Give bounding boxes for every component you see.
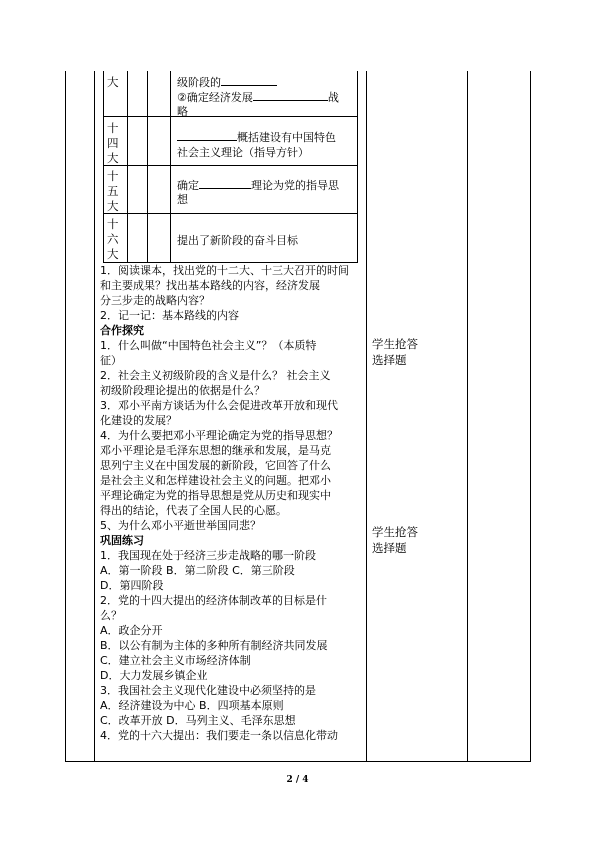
inner-row-line-2 [103, 165, 358, 166]
outer-border-bottom [65, 761, 531, 762]
text-line: 征） [100, 354, 122, 367]
era-label: 十 六 大 [107, 217, 119, 261]
inner-cell-text: 概括建设有中国特色 [177, 129, 336, 145]
page-number: 2 / 4 [286, 775, 309, 785]
inner-cell-text: ②确定经济发展 战 [177, 91, 339, 104]
text-line: B．以公有制为主体的多种所有制经济共同发展 [100, 639, 328, 652]
era-label: 大 [107, 75, 119, 89]
inner-cell-text: 提出了新阶段的奋斗目标 [177, 234, 298, 247]
text-line: 2．党的十四大提出的经济体制改革的目标是什 [100, 594, 327, 607]
outer-col-divider-2 [366, 71, 367, 762]
text-line: A．政企分开 [100, 624, 163, 637]
text-line: 分三步走的战略内容？ [100, 294, 210, 307]
inner-border-right [357, 71, 358, 263]
text-line: 思列宁主义在中国发展的新阶段，它回答了什么 [100, 459, 331, 472]
inner-cell-text: 略 [177, 105, 188, 118]
section-heading: 合作探究 [100, 324, 144, 337]
side-note: 学生抢答 选择题 [372, 337, 418, 367]
text-line: D．大力发展乡镇企业 [100, 669, 208, 682]
era-label: 十 五 大 [107, 169, 119, 213]
inner-border-left [103, 71, 104, 263]
text-line: C．改革开放 D．马列主义、毛泽东思想 [100, 714, 296, 727]
text-line: 1．什么叫做“中国特色社会主义”？（本质特 [100, 339, 317, 352]
text-line: 化建设的发展？ [100, 414, 177, 427]
side-note: 学生抢答 选择题 [372, 525, 418, 555]
text-line: 3．邓小平南方谈话为什么会促进改革开放和现代 [100, 399, 338, 412]
text-line: D．第四阶段 [100, 579, 164, 592]
inner-col-divider-1 [127, 71, 128, 263]
text-line: 4．党的十六大提出：我们要走一条以信息化带动 [100, 729, 338, 742]
text-line: 初级阶段理论提出的依据是什么？ [100, 384, 265, 397]
fill-blank [221, 74, 277, 86]
text-line: 3．我国社会主义现代化建设中必须坚持的是 [100, 684, 316, 697]
text-line: 平理论确定为党的指导思想是党从历史和现实中 [100, 489, 331, 502]
inner-cell-text: 确定 理论为党的指导思 [177, 179, 339, 192]
section-heading: 巩固练习 [100, 534, 144, 547]
text-line: A．经济建设为中心 B．四项基本原则 [100, 699, 284, 712]
era-label: 十 四 大 [107, 121, 119, 165]
inner-row-line-1 [103, 116, 358, 117]
inner-col-divider-3 [170, 71, 171, 263]
text-line: 1．我国现在处于经济三步走战略的哪一阶段 [100, 549, 316, 562]
outer-col-divider-1 [94, 71, 95, 762]
text-line: 4．为什么要把邓小平理论确定为党的指导思想？ [100, 429, 338, 442]
outer-border-right [530, 71, 531, 762]
inner-cell-text: 级阶段的 [177, 74, 277, 90]
text-line: 邓小平理论是毛泽东思想的继承和发展，是马克 [100, 444, 331, 457]
text-line: 2．社会主义初级阶段的含义是什么？ 社会主义 [100, 369, 331, 382]
fill-blank [253, 89, 328, 101]
text-line: 1．阅读课本，找出党的十二大、十三大召开的时间 [100, 264, 349, 277]
text-line: 和主要成果？找出基本路线的内容，经济发展 [100, 279, 320, 292]
outer-col-divider-3 [467, 71, 468, 762]
text-line: 么？ [100, 609, 122, 622]
inner-cell-text: 社会主义理论（指导方针） [177, 146, 309, 159]
inner-col-divider-2 [147, 71, 148, 263]
text-line: 得出的结论，代表了全国人民的心愿。 [100, 504, 287, 517]
text-line: C．建立社会主义市场经济体制 [100, 654, 251, 667]
text-line: A．第一阶段 B．第二阶段 C．第三阶段 [100, 564, 295, 577]
text-line: 5、为什么邓小平逝世举国同悲？ [100, 519, 261, 532]
inner-row-line-3 [103, 213, 358, 214]
fill-blank [199, 177, 251, 189]
outer-border-left [65, 71, 66, 762]
fill-blank [177, 129, 237, 141]
text-line: 2．记一记：基本路线的内容 [100, 309, 239, 322]
text-line: 是社会主义和怎样建设社会主义的问题。把邓小 [100, 474, 331, 487]
inner-cell-text: 想 [177, 193, 188, 206]
